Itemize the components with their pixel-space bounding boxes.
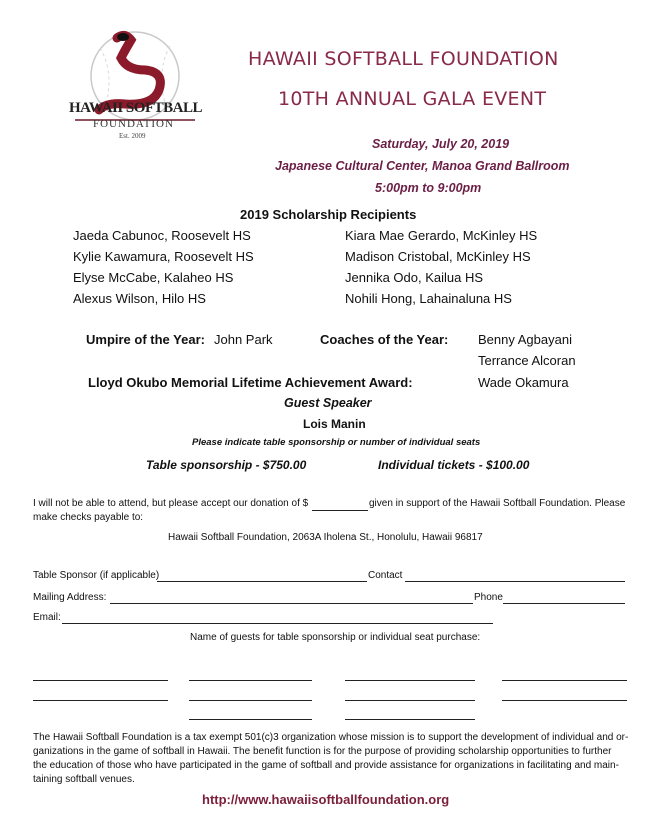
guest-name-line[interactable] bbox=[345, 700, 475, 701]
page-title: HAWAII SOFTBALL FOUNDATION bbox=[248, 48, 559, 70]
event-date: Saturday, July 20, 2019 bbox=[372, 137, 510, 151]
recipient-right-4: Nohili Hong, Lahainaluna HS bbox=[345, 291, 512, 306]
guest-name-line[interactable] bbox=[345, 719, 475, 720]
recipient-right-3: Jennika Odo, Kailua HS bbox=[345, 270, 484, 285]
event-time: 5:00pm to 9:00pm bbox=[375, 181, 482, 195]
coach-3: Wade Okamura bbox=[478, 375, 569, 390]
recipient-left-1: Jaeda Cabunoc, Roosevelt HS bbox=[73, 228, 251, 243]
guest-name-line[interactable] bbox=[189, 719, 312, 720]
logo-sub-text: FOUNDATION bbox=[93, 118, 174, 130]
page-subtitle: 10TH ANNUAL GALA EVENT bbox=[278, 88, 547, 110]
email-field[interactable] bbox=[62, 623, 493, 624]
recipient-right-1: Kiara Mae Gerardo, McKinley HS bbox=[345, 228, 538, 243]
website-link[interactable]: http://www.hawaiisoftballfoundation.org bbox=[202, 792, 450, 807]
coaches-label: Coaches of the Year: bbox=[320, 332, 449, 347]
mailing-address-label: Mailing Address: bbox=[33, 592, 107, 603]
donation-text-line2: make checks payable to: bbox=[33, 512, 144, 523]
umpire-label: Umpire of the Year: bbox=[86, 332, 205, 347]
mission-line-1: The Hawaii Softball Foundation is a tax exempt 501(c)3 organization whose mission is to support the development of individual and or- bbox=[33, 732, 629, 743]
guest-name-line[interactable] bbox=[189, 680, 312, 681]
guest-name-line[interactable] bbox=[502, 680, 627, 681]
foundation-logo bbox=[55, 28, 210, 143]
phone-label: Phone bbox=[474, 592, 503, 603]
recipient-left-2: Kylie Kawamura, Roosevelt HS bbox=[73, 249, 254, 264]
contact-label: Contact bbox=[368, 570, 403, 581]
event-venue: Japanese Cultural Center, Manoa Grand Ballroom bbox=[275, 159, 570, 173]
lifetime-award-label: Lloyd Okubo Memorial Lifetime Achievement Award: bbox=[88, 375, 413, 390]
recipient-left-4: Alexus Wilson, Hilo HS bbox=[73, 291, 206, 306]
recipient-right-2: Madison Cristobal, McKinley HS bbox=[345, 249, 531, 264]
donation-text-start: I will not be able to attend, but please accept our donation of $ bbox=[33, 498, 309, 509]
table-sponsor-field[interactable] bbox=[157, 581, 367, 582]
mission-line-2: ganizations in the game of softball in Hawaii. The benefit function is for the purpose of providing scholarship opportunities to further bbox=[33, 746, 612, 757]
mailing-address-field[interactable] bbox=[110, 603, 473, 604]
donation-text-end: given in support of the Hawaii Softball Foundation. Please bbox=[369, 498, 626, 509]
table-sponsorship-price: Table sponsorship - $750.00 bbox=[146, 458, 307, 472]
guest-name-line[interactable] bbox=[189, 700, 312, 701]
email-label: Email: bbox=[33, 612, 61, 623]
umpire-name: John Park bbox=[214, 332, 273, 347]
recipient-left-3: Elyse McCabe, Kalaheo HS bbox=[73, 270, 234, 285]
phone-field[interactable] bbox=[503, 603, 625, 604]
guest-name-line[interactable] bbox=[33, 700, 168, 701]
donation-amount-field[interactable] bbox=[312, 510, 368, 511]
guest-name-line[interactable] bbox=[502, 700, 627, 701]
logo-est: Est. 2009 bbox=[119, 132, 146, 140]
guests-label: Name of guests for table sponsorship or individual seat purchase: bbox=[190, 632, 481, 643]
scholarship-heading: 2019 Scholarship Recipients bbox=[240, 207, 417, 222]
mission-line-4: taining softball venues. bbox=[33, 774, 135, 785]
individual-ticket-price: Individual tickets - $100.00 bbox=[378, 458, 530, 472]
guest-speaker-name: Lois Manin bbox=[303, 417, 366, 431]
table-sponsor-label: Table Sponsor (if applicable) bbox=[33, 570, 160, 581]
coach-1: Benny Agbayani bbox=[478, 332, 572, 347]
mailing-address-text: Hawaii Softball Foundation, 2063A Iholena St., Honolulu, Hawaii 96817 bbox=[168, 532, 483, 543]
guest-speaker-label: Guest Speaker bbox=[284, 396, 372, 410]
logo-main-text: HAWAII SOFTBALL bbox=[69, 100, 202, 116]
pricing-instruction: Please indicate table sponsorship or number of individual seats bbox=[192, 437, 481, 448]
contact-field[interactable] bbox=[405, 581, 625, 582]
guest-name-line[interactable] bbox=[345, 680, 475, 681]
mission-line-3: the education of those who have participated in the game of softball and provide assistance for organizations in facilitating and main- bbox=[33, 760, 619, 771]
coach-2: Terrance Alcoran bbox=[478, 353, 576, 368]
guest-name-line[interactable] bbox=[33, 680, 168, 681]
